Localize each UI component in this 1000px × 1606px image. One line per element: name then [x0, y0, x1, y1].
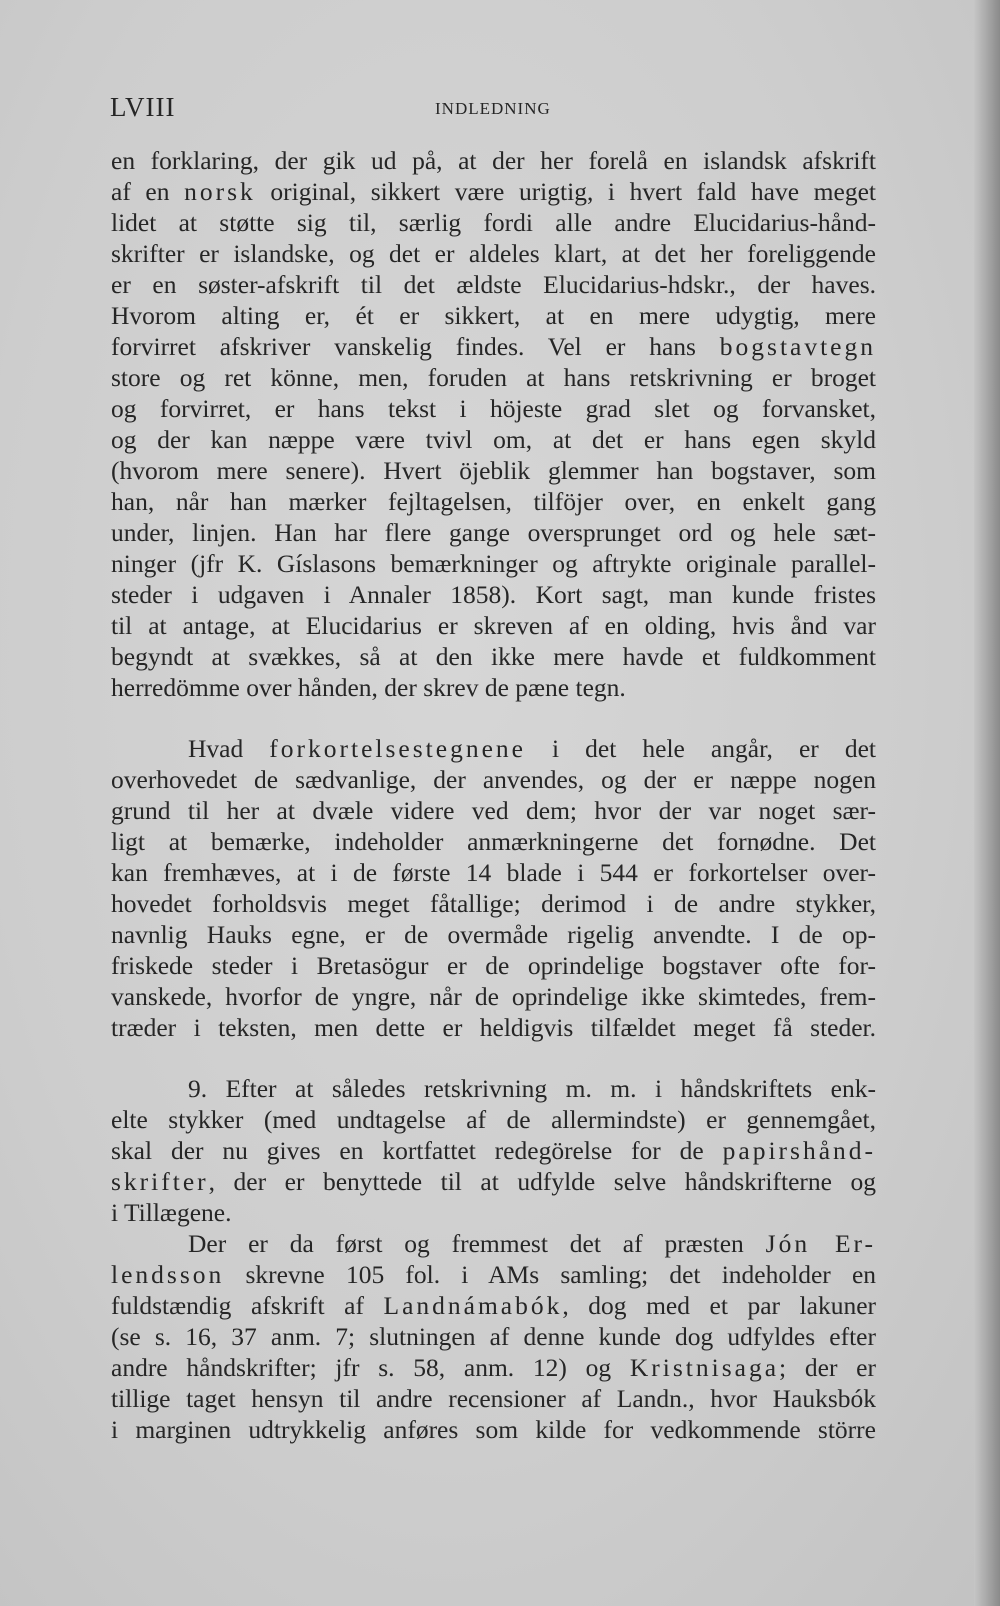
text-line: steder i udgaven i Annaler 1858). Kort sagt, man kunde fristes	[111, 580, 876, 609]
text-line: overhovedet de sædvanlige, der anvendes, og der er næppe nogen	[111, 765, 876, 794]
text-line: i marginen udtrykkelig anføres som kilde for vedkommende större	[111, 1415, 876, 1444]
text-line: navnlig Hauks egne, er de overmåde rigelig anvendte. I de op-	[111, 920, 876, 949]
text-line: han, når han mærker fejltagelsen, tilföjer over, en enkelt gang	[111, 487, 876, 516]
text-line: vanskede, hvorfor de yngre, når de oprindelige ikke skimtedes, frem-	[111, 982, 876, 1011]
emphasis: skrifter	[111, 1167, 209, 1196]
emphasis: norsk	[184, 177, 256, 206]
text-line: til at antage, at Elucidarius er skreven af en olding, hvis ånd var	[111, 611, 876, 640]
text-line: ligt at bemærke, indeholder anmærkningerne det fornødne. Det	[111, 827, 876, 856]
text-line: grund til her at dvæle videre ved dem; hvor der var noget sær-	[111, 796, 876, 825]
text-line: skal der nu gives en kortfattet redegörelse for de papirshånd-	[111, 1136, 877, 1165]
emphasis: bogstavtegn	[719, 332, 876, 361]
emphasis: papirshånd-	[722, 1136, 877, 1165]
text-line: hovedet forholdsvis meget fåtallige; derimod i de andre stykker,	[111, 889, 876, 918]
body-text	[111, 145, 876, 1445]
text-line: ninger (jfr K. Gíslasons bemærkninger og aftrykte originale parallel-	[111, 549, 876, 578]
text-line: Der er da først og fremmest det af præsten Jón Er-	[188, 1229, 876, 1258]
text-line: herredömme over hånden, der skrev de pæne tegn.	[111, 673, 626, 702]
emphasis: forkortelsestegnene	[269, 734, 526, 763]
text-line: lendsson skrevne 105 fol. i AMs samling; det indeholder en	[111, 1260, 877, 1289]
text-line: forvirret afskriver vanskelig findes. Vel er hans bogstavtegn	[111, 332, 876, 361]
text-line: skrifter, der er benyttede til at udfylde selve håndskrifterne og	[111, 1167, 876, 1196]
text-line: af en norsk original, sikkert være urigtig, i hvert fald have meget	[111, 177, 876, 206]
page-number: LVIII	[110, 92, 176, 122]
text-line: lidet at støtte sig til, særlig fordi alle andre Elucidarius-hånd-	[111, 208, 876, 237]
text-line: træder i teksten, men dette er heldigvis tilfældet meget få steder.	[111, 1013, 876, 1042]
text-line: andre håndskrifter; jfr s. 58, anm. 12) og Kristnisaga; der er	[111, 1353, 876, 1382]
text-line: Hvad forkortelsestegnene i det hele angår, er det	[188, 734, 876, 763]
emphasis: Landnámabók	[383, 1291, 563, 1320]
emphasis: Kristnisaga	[629, 1353, 780, 1382]
text-line: elte stykker (med undtagelse af de allermindste) er gennemgået,	[111, 1105, 876, 1134]
text-line: friskede steder i Bretasögur er de oprindelige bogstaver ofte for-	[111, 951, 876, 980]
text-line: og forvirret, er hans tekst i höjeste grad slet og forvansket,	[111, 394, 876, 423]
text-line: under, linjen. Han har flere gange oversprunget ord og hele sæt-	[111, 518, 876, 547]
text-line: en forklaring, der gik ud på, at der her forelå en islandsk afskrift	[111, 146, 876, 175]
text-line: (se s. 16, 37 anm. 7; slutningen af denne kunde dog udfyldes efter	[111, 1322, 876, 1351]
paragraph-gap	[111, 1043, 876, 1073]
page-edge-shadow	[974, 0, 1000, 1606]
text-line: Hvorom alting er, ét er sikkert, at en mere udygtig, mere	[111, 301, 876, 330]
paragraph-gap	[111, 703, 876, 733]
text-line: og der kan næppe være tvivl om, at det er hans egen skyld	[111, 425, 876, 454]
running-head: INDLEDNING	[435, 99, 551, 118]
text-line: begyndt at svækkes, så at den ikke mere havde et fuldkomment	[111, 642, 876, 671]
text-line: tillige taget hensyn til andre recensioner af Landn., hvor Hauksbók	[111, 1384, 876, 1413]
text-line: er en søster-afskrift til det ældste Elucidarius-hdskr., der haves.	[111, 270, 876, 299]
text-line: i Tillægene.	[111, 1198, 232, 1227]
text-line: store og ret könne, men, foruden at hans retskrivning er broget	[111, 363, 876, 392]
text-line: kan fremhæves, at i de første 14 blade i 544 er forkortelser over-	[111, 858, 876, 887]
page-header	[110, 92, 875, 128]
text-line: skrifter er islandske, og det er aldeles klart, at det her foreliggende	[111, 239, 876, 268]
emphasis: lendsson	[111, 1260, 225, 1289]
emphasis: Jón Er-	[765, 1229, 876, 1258]
text-line: fuldstændig afskrift af Landnámabók, dog med et par lakuner	[111, 1291, 877, 1320]
text-line: (hvorom mere senere). Hvert öjeblik glemmer han bogstaver, som	[111, 456, 876, 485]
text-line: 9. Efter at således retskrivning m. m. i håndskriftets enk-	[188, 1074, 876, 1103]
